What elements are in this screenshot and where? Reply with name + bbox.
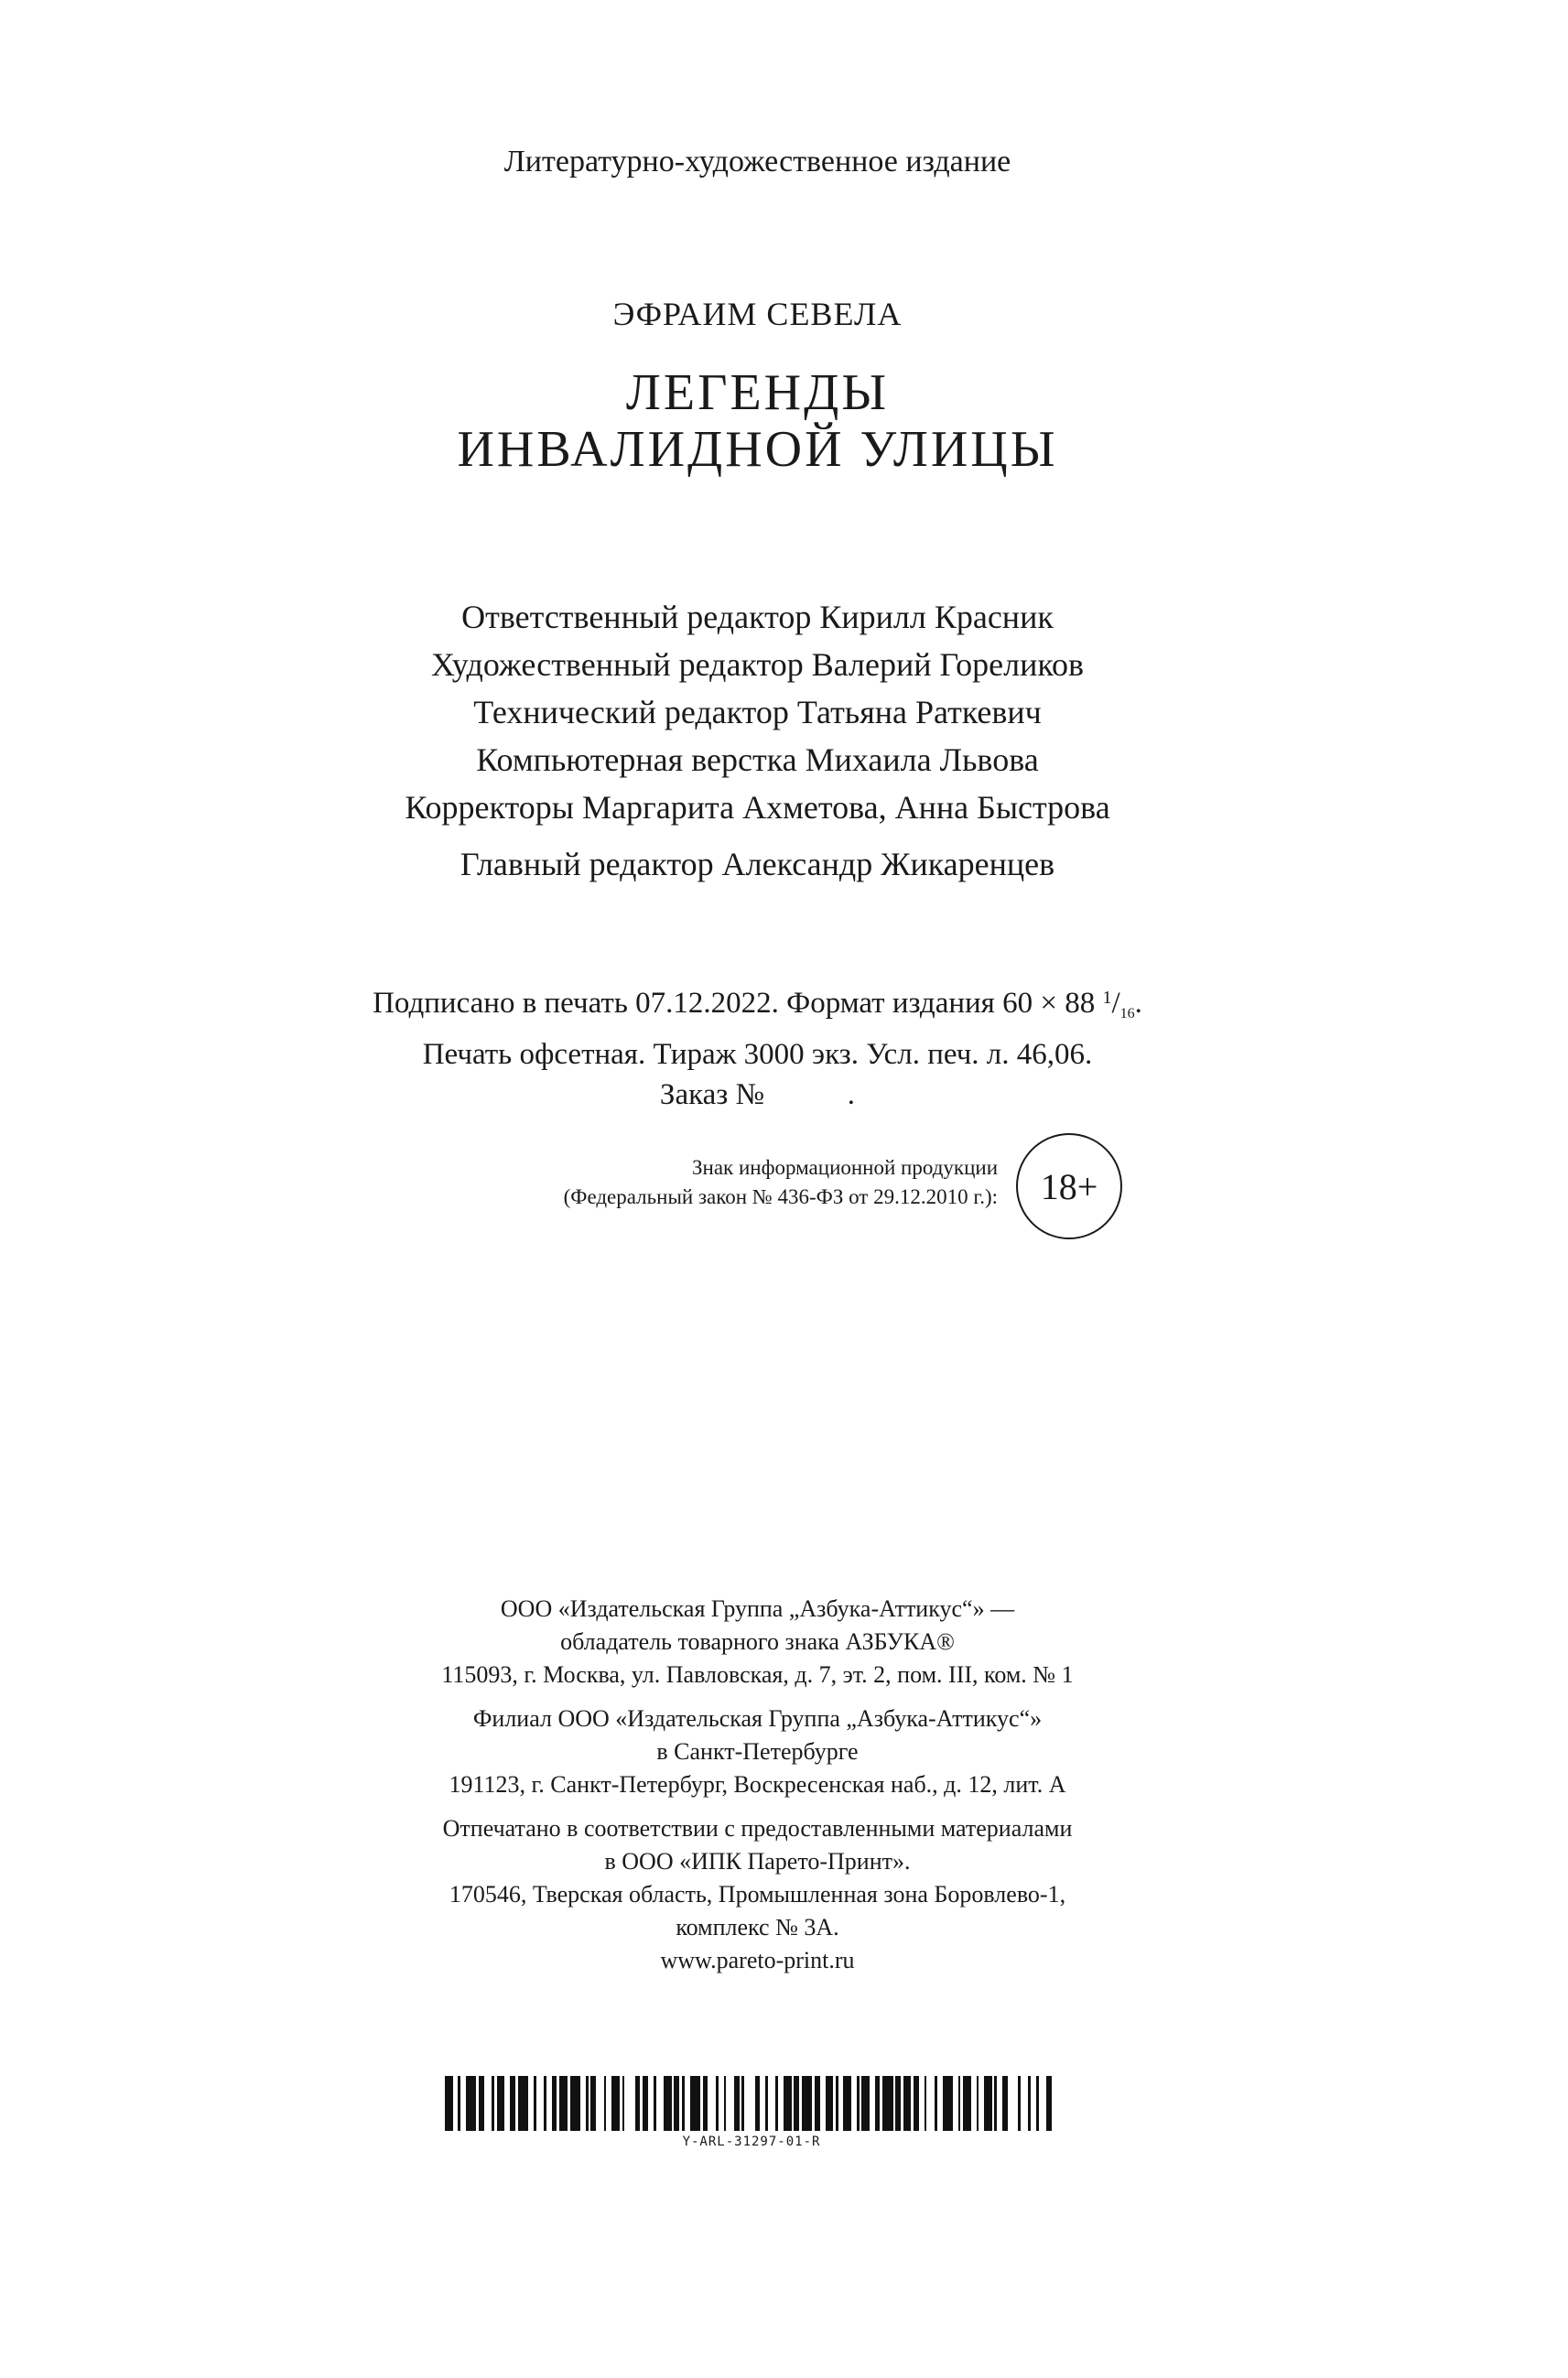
barcode-bar [843, 2076, 851, 2131]
barcode-bar [497, 2076, 505, 2131]
barcode-bar [611, 2076, 620, 2131]
barcode-bar [802, 2076, 812, 2131]
barcode-bar [882, 2076, 892, 2131]
barcode-bar [1008, 2076, 1018, 2131]
age-rating-badge: 18+ [1016, 1133, 1122, 1239]
barcode-bar [466, 2076, 476, 2131]
credit-line: Компьютерная верстка Михаила Львова [476, 741, 1039, 778]
format-denominator: 16 [1119, 1006, 1135, 1021]
barcode-label: Y-ARL-31297-01-R [682, 2135, 821, 2149]
edition-type: Литературно-художественное издание [503, 145, 1011, 178]
publisher-line: обладатель товарного знака АЗБУКА® [560, 1628, 955, 1655]
print-info-line3: Заказ № . [659, 1078, 856, 1111]
printer-line: Отпечатано в соответствии с предоставленными материалами [442, 1815, 1073, 1842]
credit-line: Ответственный редактор Кирилл Красник [461, 599, 1054, 635]
barcode-bar [445, 2076, 453, 2131]
barcode-bar [570, 2076, 580, 2131]
barcode-bar [518, 2076, 528, 2131]
credit-line: Корректоры Маргарита Ахметова, Анна Быстрова [405, 789, 1110, 826]
branch-block [0, 1702, 1515, 1801]
barcode-bar [926, 2076, 935, 2131]
barcode-bar [596, 2076, 604, 2131]
format-fraction: $^1/_{16}$. [1102, 987, 1142, 1021]
printer-line: в ООО «ИПК Парето-Принт». [604, 1848, 911, 1875]
barcode-bar [484, 2076, 492, 2131]
barcode-bar [1021, 2076, 1029, 2131]
credits-list [0, 593, 1515, 888]
book-title-line1: ЛЕГЕНДЫ [625, 364, 890, 421]
barcode-bar [903, 2076, 912, 2131]
print-signed-format: Подписано в печать 07.12.2022. Формат издания 60 × 88 [373, 987, 1096, 1020]
publisher-block [0, 1593, 1515, 1692]
barcode-bar [744, 2076, 754, 2131]
barcode-bar [559, 2076, 568, 2131]
book-title [0, 364, 1515, 478]
publisher-line: ООО «Издательская Группа „Азбука-Аттикус“» — [500, 1595, 1015, 1622]
publisher-line: 115093, г. Москва, ул. Павловская, д. 7, эт. 2, пом. III, ком. № 1 [441, 1661, 1074, 1688]
branch-line: 191123, г. Санкт-Петербург, Воскресенская наб., д. 12, лит. А [449, 1771, 1066, 1798]
book-title-line2: ИНВАЛИДНОЙ УЛИЦЫ [457, 421, 1058, 478]
info-product-sign [394, 1153, 998, 1212]
barcode-bar [708, 2076, 716, 2131]
info-sign-line1: Знак информационной продукции [692, 1156, 998, 1179]
print-info [0, 978, 1515, 1115]
barcode-bar [943, 2076, 953, 2131]
credit-line: Художественный редактор Валерий Гореликов [430, 646, 1085, 683]
printer-line: комплекс № 3А. [676, 1914, 839, 1940]
barcode-bar [784, 2076, 792, 2131]
publisher-info [0, 1593, 1515, 1988]
printer-website: www.pareto-print.ru [660, 1947, 855, 1973]
barcode [445, 2076, 1058, 2131]
barcode-bar [963, 2076, 971, 2131]
barcode-bar [656, 2076, 665, 2131]
barcode-bar [768, 2076, 776, 2131]
branch-line: в Санкт-Петербурге [656, 1738, 859, 1765]
chief-editor: Главный редактор Александр Жикаренцев [460, 846, 1055, 882]
credit-line: Технический редактор Татьяна Раткевич [473, 694, 1042, 730]
format-numerator: 1 [1102, 988, 1112, 1008]
printer-block [0, 1812, 1515, 1977]
branch-line: Филиал ООО «Издательская Группа „Азбука-Аттикус“» [472, 1705, 1043, 1732]
print-info-line2: Печать офсетная. Тираж 3000 экз. Усл. печ. л. 46,06. [422, 1038, 1093, 1071]
barcode-bar [536, 2076, 545, 2131]
barcode-bar [726, 2076, 734, 2131]
barcode-bar [664, 2076, 672, 2131]
printer-line: 170546, Тверская область, Промышленная зона Боровлево-1, [449, 1881, 1066, 1908]
barcode-bar [984, 2076, 992, 2131]
info-sign-line2: (Федеральный закон № 436-ФЗ от 29.12.2010 г.): [563, 1185, 998, 1208]
barcode-bar [624, 2076, 634, 2131]
barcode-bar [690, 2076, 700, 2131]
barcode-bar [861, 2076, 870, 2131]
author-name: ЭФРАИМ СЕВЕЛА [612, 296, 903, 332]
barcode-bar [1039, 2076, 1047, 2131]
print-info-line1 [0, 978, 1515, 1034]
barcode-bar [826, 2076, 834, 2131]
barcode-bar [1052, 2076, 1057, 2131]
